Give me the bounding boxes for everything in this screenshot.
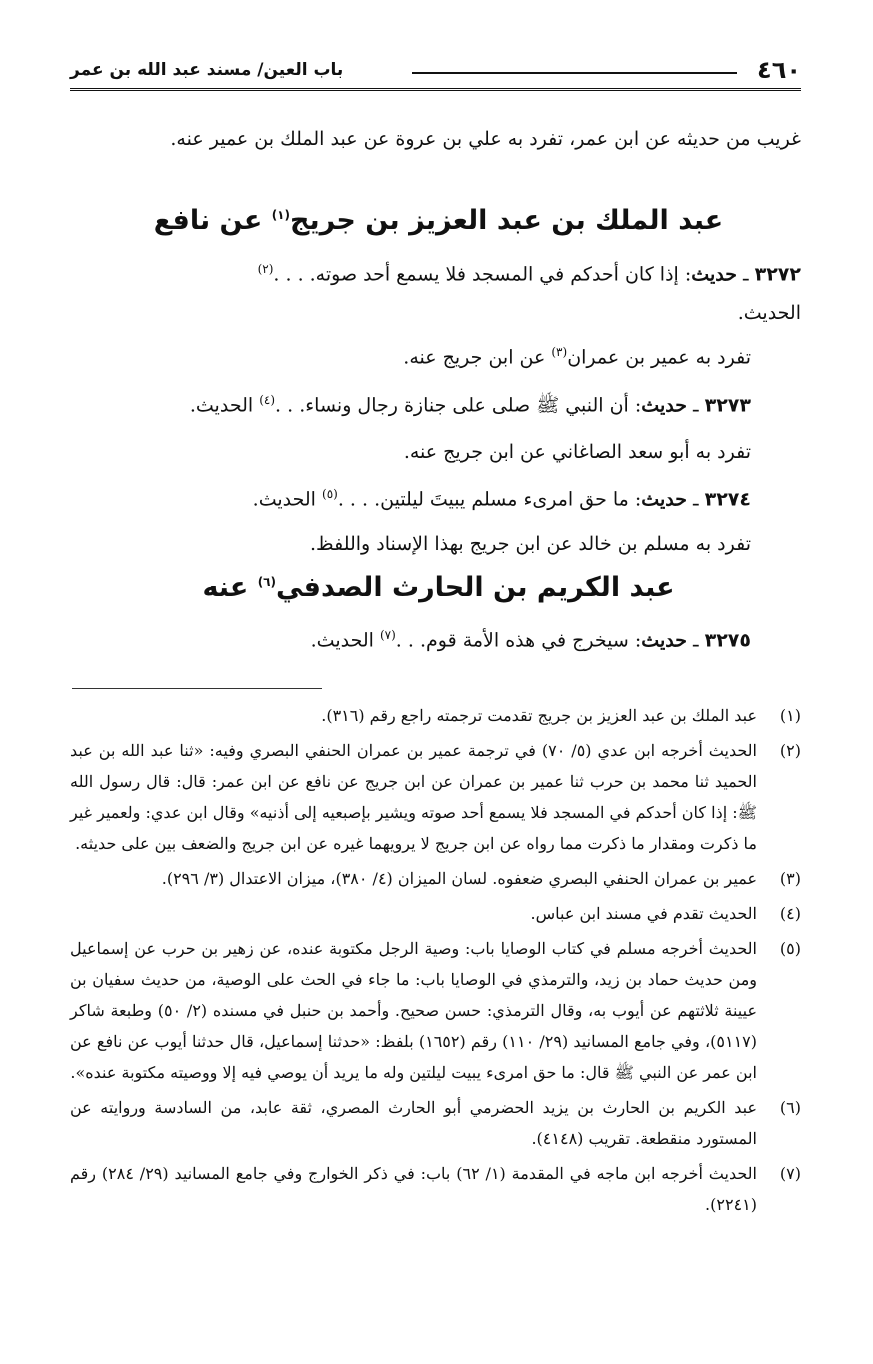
section-heading-1-tail: عن نافع: [153, 205, 272, 236]
hadith-entry: ٣٢٧٥ ـ حديث: سيخرج في هذه الأمة قوم. . .$^{(٧)}$ الحديث.: [310, 628, 751, 652]
section-heading-2-text: عبد الكريم بن الحارث الصدفي: [275, 572, 675, 603]
footnotes: [70, 700, 801, 1224]
footnote: [70, 735, 801, 859]
footnote-number: (٢): [779, 741, 801, 760]
footnote-text: الحديث أخرجه مسلم في كتاب الوصايا باب: وصية الرجل مكتوبة عنده، عن زهير بن حرب عن إسماعيل ومن حديث حماد بن زيد، والترمذي في الوصايا باب: ما جاء في الحث على الوصية، من حديث سفيان بن عيينة ثلاثتهم عن أيوب به، وقال الترمذي: حسن صحيح. وأحمد بن حنبل في مسنده (٢/ ٥٠) وطبعة شاكر (٥١١٧)، وفي جامع المسانيد (٢٩/ ١١٠) رقم (١٦٥٢) بلفظ: «حدثنا إسماعيل، قال حدثنا أيوب عن نافع عن ابن عمر عن النبي ﷺ قال: ما حق امرىء يبيت ليلتين وله ما يريد أن يوصي فيه إلا ووصيته مكتوبة عنده».: [70, 939, 758, 1082]
footnote: [70, 1158, 801, 1220]
footnote-text: عمير بن عمران الحنفي البصري ضعفوه. لسان الميزان (٤/ ٣٨٠)، ميزان الاعتدال (٣/ ٢٩٦).: [161, 869, 757, 888]
footnote-number: (٦): [779, 1098, 801, 1117]
footnote-number: (٧): [779, 1164, 801, 1183]
hadith-continuation: الحديث.: [737, 302, 801, 324]
footnote-mark: (٢): [257, 262, 274, 276]
footnote: [70, 898, 801, 929]
hadith-label: حديث: [641, 394, 687, 417]
remark-tail: عن ابن جريج عنه.: [403, 346, 552, 369]
hadith-text: : أن النبي ﷺ صلى على جنازة رجال ونساء. . .: [275, 394, 642, 417]
hadith-entry: ٣٢٧٣ ـ حديث: أن النبي ﷺ صلى على جنازة رجال ونساء. . .$^{(٤)}$ الحديث.: [189, 393, 751, 417]
hadith-label: حديث: [641, 629, 687, 652]
section-heading-1-text: عبد الملك بن عبد العزيز بن جريج: [289, 205, 724, 236]
hadith-text: : ما حق امرىء مسلم يبيتَ ليلتين. . . .: [337, 488, 642, 511]
footnote-mark: (٧): [379, 628, 396, 642]
page-number: ٤٦٠: [757, 56, 801, 84]
intro-paragraph: غريب من حديثه عن ابن عمر، تفرد به علي بن عروة عن عبد الملك بن عمير عنه.: [170, 128, 801, 150]
section-heading-2: [76, 572, 801, 603]
remark-line: تفرد به مسلم بن خالد عن ابن جريج بهذا الإسناد واللفظ.: [310, 533, 751, 555]
section-heading-1-footnote-mark: (١): [271, 208, 290, 222]
footnote-separator: [72, 688, 322, 689]
footnote-text: الحديث أخرجه ابن ماجه في المقدمة (١/ ٦٢) باب: في ذكر الخوارج وفي جامع المسانيد (٢٩/ ٢٨٤) رقم (٢٢٤١).: [70, 1164, 758, 1214]
hadith-label: حديث: [641, 488, 687, 511]
hadith-text: : سيخرج في هذه الأمة قوم. . .: [395, 629, 642, 652]
hadith-entry: ٣٢٧٢ ـ حديث: إذا كان أحدكم في المسجد فلا يسمع أحد صوته. . . .$^{(٢)}$: [257, 262, 801, 286]
footnote-text: الحديث تقدم في مسند ابن عباس.: [530, 904, 757, 923]
footnote-mark: (٥): [322, 487, 338, 501]
section-heading-2-footnote-mark: (٦): [257, 575, 276, 589]
footnote-number: (٥): [779, 939, 801, 958]
footnote-number: (٤): [779, 904, 801, 923]
hadith-text: : إذا كان أحدكم في المسجد فلا يسمع أحد صوته. . . .: [273, 263, 692, 286]
footnote-text: عبد الكريم بن الحارث بن يزيد الحضرمي أبو الحارث المصري، ثقة عابد، من السادسة وروايته عن المستورد منقطعة. تقريب (٤١٤٨).: [70, 1098, 757, 1148]
hadith-number: ٣٢٧٤: [704, 488, 751, 511]
remark-text: تفرد به عمير بن عمران: [567, 346, 751, 369]
running-header: [70, 50, 801, 90]
footnote: [70, 863, 801, 894]
footnote-mark: (٤): [259, 393, 276, 407]
footnote: [70, 700, 801, 731]
hadith-text-tail: الحديث.: [189, 394, 260, 417]
remark-line: [60, 345, 751, 368]
section-heading-1: [76, 205, 801, 236]
hadith-number: ٣٢٧٥: [704, 629, 751, 652]
hadith-number: ٣٢٧٣: [704, 394, 751, 417]
footnote-mark: (٣): [551, 345, 568, 359]
hadith-text-tail: الحديث.: [310, 629, 380, 652]
hadith-text-tail: الحديث.: [252, 488, 323, 511]
footnote-text: عبد الملك بن عبد العزيز بن جريج تقدمت ترجمته راجع رقم (٣١٦).: [321, 706, 757, 725]
footnote-text: الحديث أخرجه ابن عدي (٥/ ٧٠) في ترجمة عمير بن عمران الحنفي البصري وفيه: «ثنا عبد الله بن عبد الحميد ثنا محمد بن حرب ثنا عمير بن عمران عن ابن جريج عن نافع عن ابن عمر: قال: قال رسول الله ﷺ: إذا كان أحدكم في المسجد فلا يسمع أحد صوته ويشير بإصبعيه إلى أذنيه» وقال ابن عدي: ولعمير غير ما ذكرت ومقدار ما ذكرت مما رواه عن ابن جريج لا يرويهما غيره عن ابن جريج والضعف بين على حديثه.: [70, 741, 757, 853]
hadith-number: ٣٢٧٢: [754, 263, 801, 286]
section-heading-2-tail: عنه: [202, 572, 258, 603]
footnote: [70, 933, 801, 1088]
running-title: باب العين/ مسند عبد الله بن عمر: [70, 60, 344, 80]
footnote-number: (٣): [779, 869, 801, 888]
remark-line: تفرد به أبو سعد الصاغاني عن ابن جريج عنه.: [403, 441, 751, 463]
footnote-number: (١): [779, 706, 801, 725]
header-dash: [412, 72, 737, 74]
hadith-label: حديث: [691, 263, 737, 286]
header-rule: [70, 88, 801, 91]
hadith-entry: ٣٢٧٤ ـ حديث: ما حق امرىء مسلم يبيتَ ليلتين. . . .$^{(٥)}$ الحديث.: [252, 487, 751, 511]
footnote: [70, 1092, 801, 1154]
